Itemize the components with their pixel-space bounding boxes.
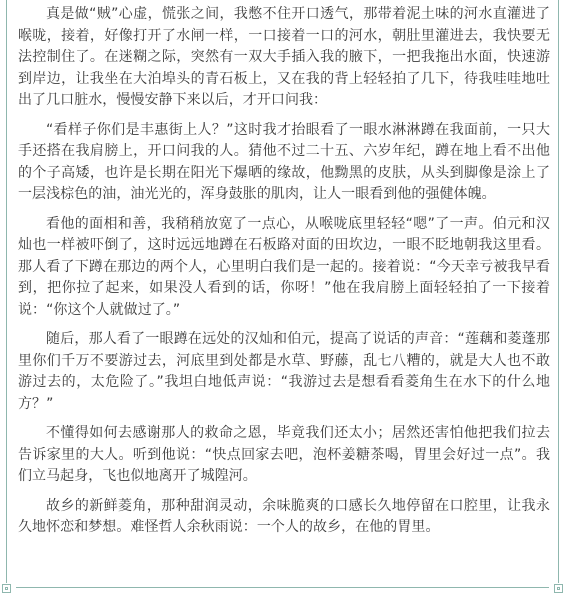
frame-right-border [558,0,559,583]
paragraph-2: “看样子你们是丰惠街上人？”这时我才抬眼看了一眼水淋淋蹲在我面前，一只大手还搭在我肩膀上，开口问我的人。猜他不过二十五、六岁年纪，蹲在地上看不出他的个子高矮，也许是长期在阳光下爆晒的缘故，他黝黑的皮肤，从头到脚像是涂上了一层浅棕色的油，油光光的，浑身鼓胀的肌肉，让人一眼看到他的强健体魄。 [18,121,550,202]
paragraph-3: 看他的面相和善，我稍稍放宽了一点心，从喉咙底里轻轻“嗯”了一声。伯元和汉灿也一样被吓倒了，这时远远地蹲在石板路对面的田坎边，一眼不眨地朝我这里看。那人看了下蹲在那边的两个人，心里明白我们是一起的。接着说：“今天幸亏被我早看到，把你拉了起来，如果没人看到的话，你呀！”他在我肩膀上面轻轻拍了一下接着说：“你这个人就做过了。” [18,215,550,318]
paragraph-1: 真是做“贼”心虚，慌张之间，我憋不住开口透气，那带着泥土味的河水直灌进了喉咙，接着，好像打开了水闸一样，一口接着一口的河水，朝肚里灌进去，我快要无法控制住了。在迷糊之际，突然有一双大手插入我的腋下，一把我拖出水面，快速游到岸边，让我坐在大泊埠头的青石板上，又在我的背上轻轻拍了几下，待我哇哇地吐出了几口脏水，慢慢安静下来以后，才开口问我： [18,6,550,108]
corner-ornament-right-icon [554,584,563,593]
frame-left-border [6,0,7,583]
paragraph-4: 随后，那人看了一眼蹲在远处的汉灿和伯元，提高了说话的声音：“莲藕和菱蓬那里你们千万不要游过去，河底里到处都是水草、野藤，乱七八糟的，就是大人也不敢游过去的，太危险了。”我坦白地低声说：“我游过去是想看看菱角生在水下的什么地方？” [18,331,550,412]
paragraph-6: 故乡的新鲜菱角，那种甜润灵动，余味脆爽的口感长久地停留在口腔里，让我永久地怀恋和梦想。难怪哲人余秋雨说：一个人的故乡，在他的胃里。 [18,497,550,535]
corner-ornament-left-icon [2,584,11,593]
frame-bottom-border [16,587,549,588]
paragraph-5: 不懂得如何去感谢那人的救命之恩，毕竟我们还太小；居然还害怕他把我们拉去告诉家里的大人。听到他说：“快点回家去吧，泡杯姜糖茶喝，胃里会好过一点”。我们立马起身，飞也似地离开了城隍河。 [18,425,550,484]
article-body [18,4,550,547]
